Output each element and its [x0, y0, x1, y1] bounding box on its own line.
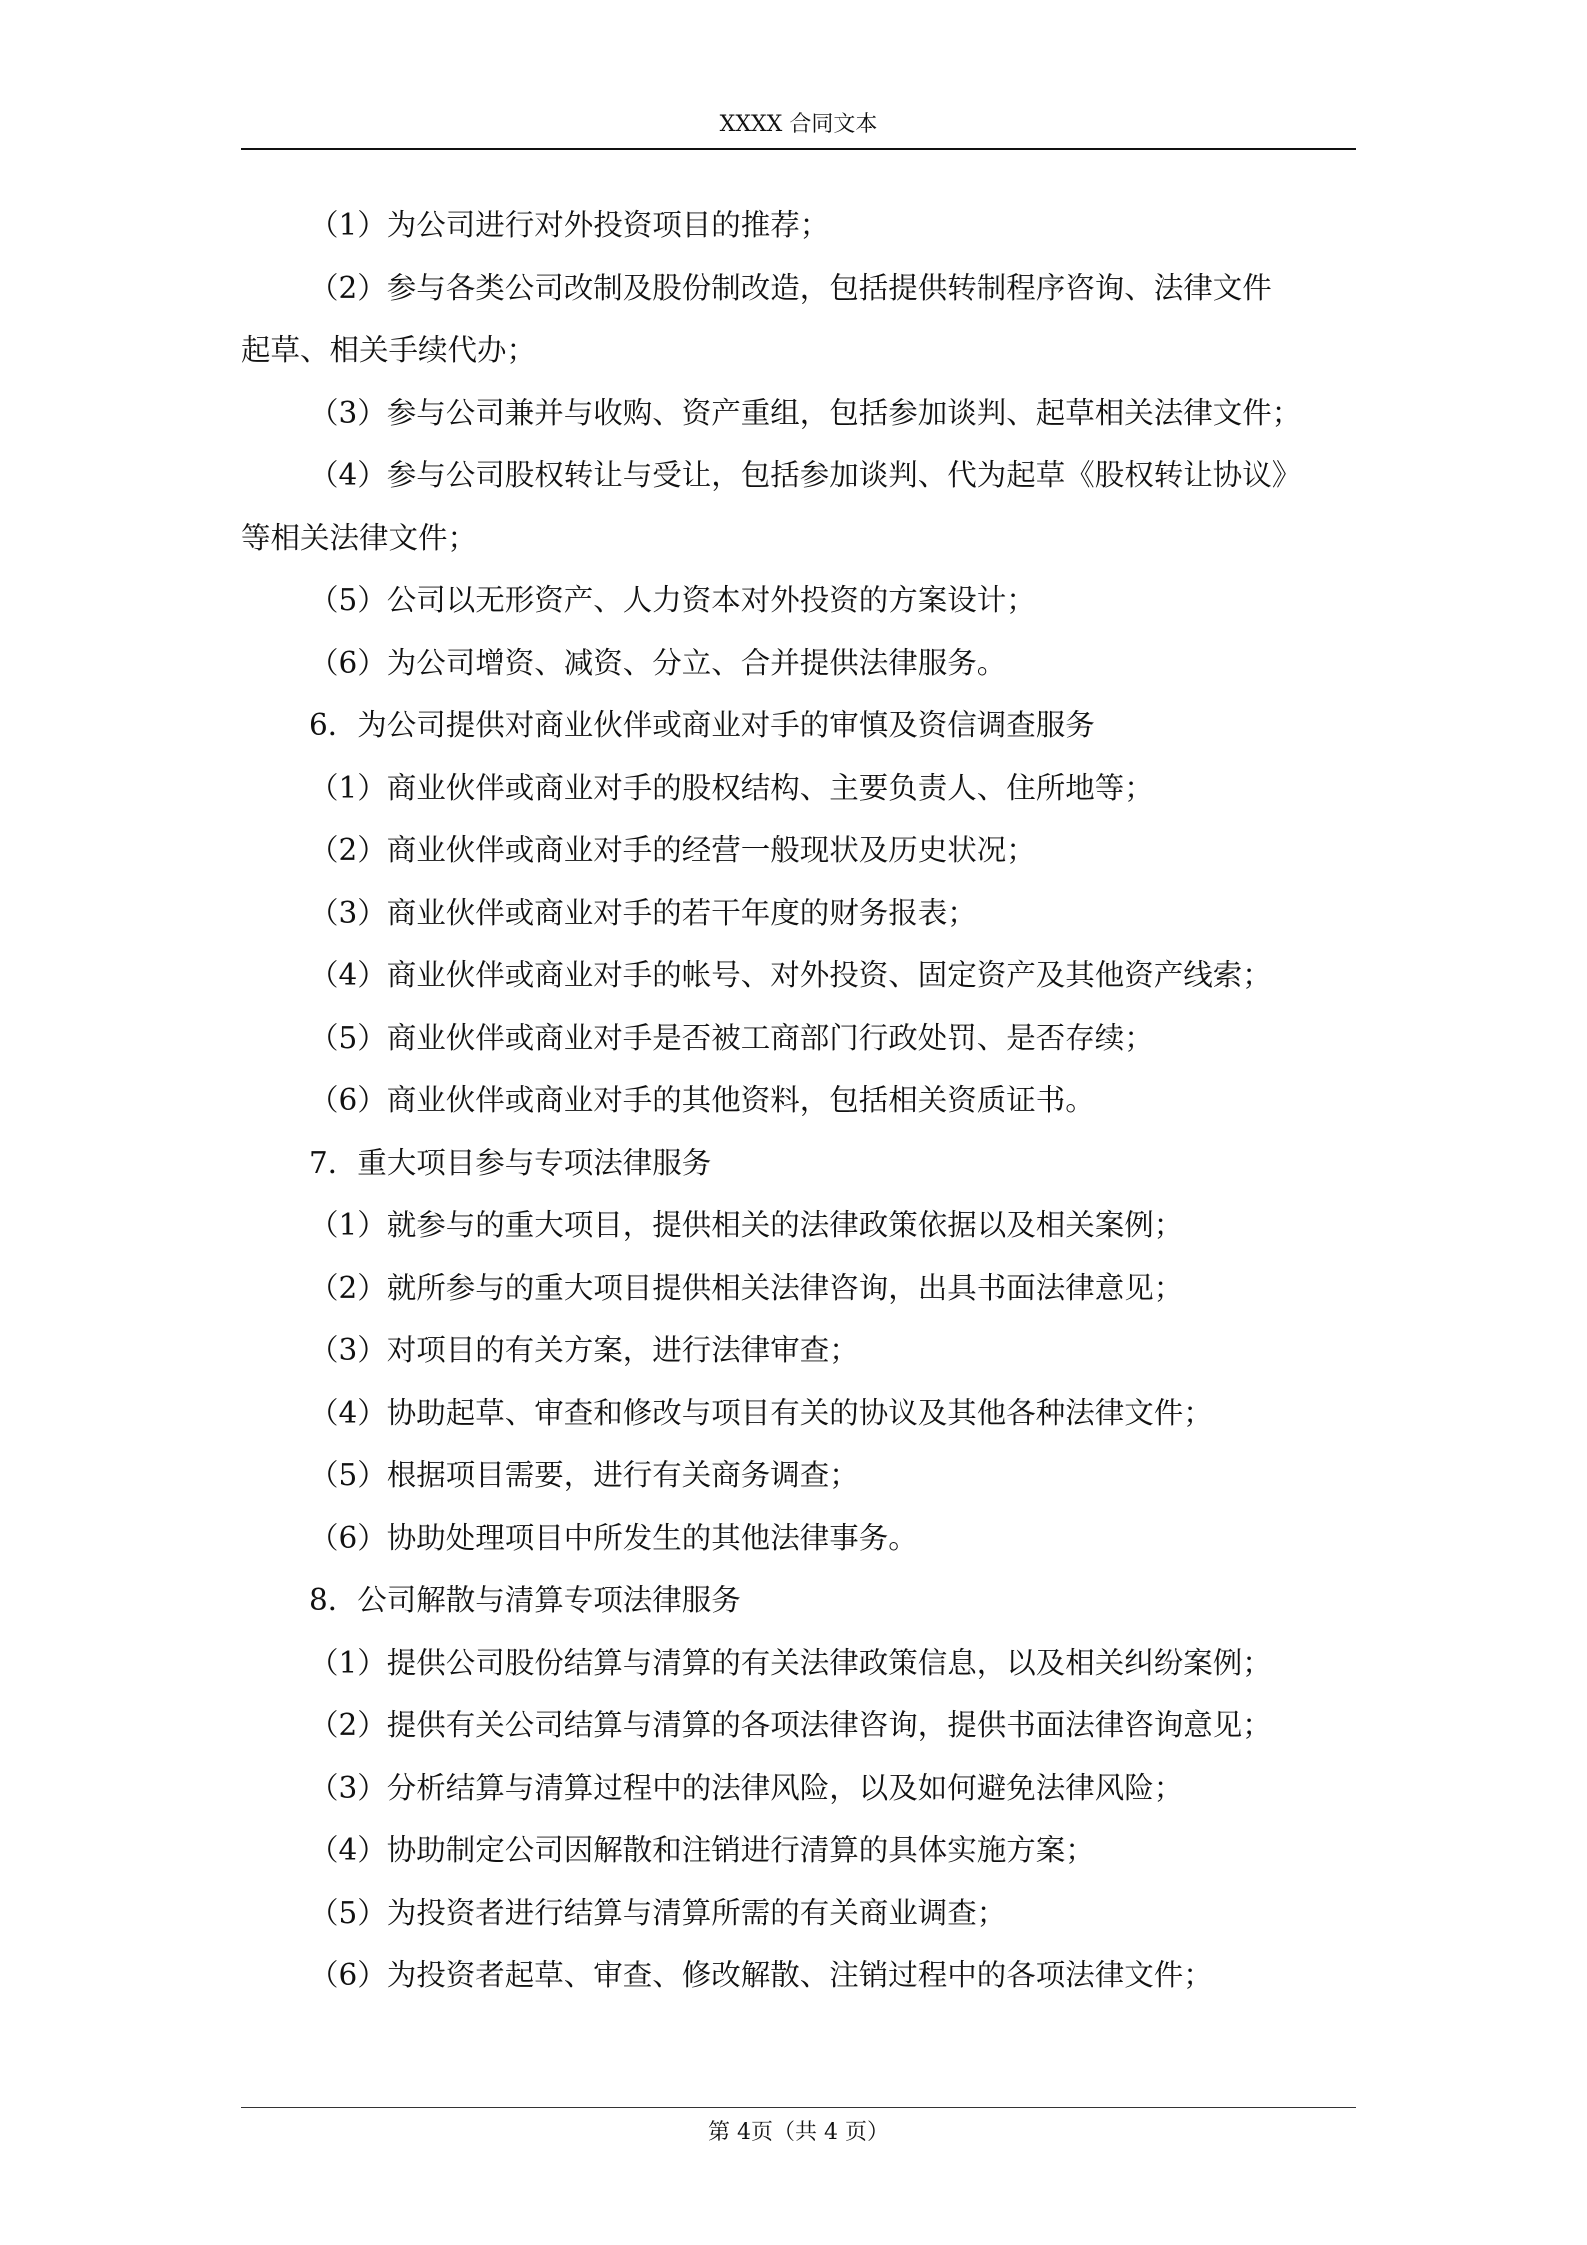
paragraph-line: 7．重大项目参与专项法律服务 [309, 1145, 712, 1180]
paragraph-line: （2）商业伙伴或商业对手的经营一般现状及历史状况； [309, 833, 1036, 867]
paragraph-line: （1）商业伙伴或商业对手的股权结构、主要负责人、住所地等； [309, 770, 1154, 805]
paragraph-line: （6）商业伙伴或商业对手的其他资料，包括相关资质证书。 [309, 1083, 1095, 1117]
page-number-footer: 第 4页（共 4 页） [708, 2120, 889, 2145]
paragraph-line: （4）协助制定公司因解散和注销进行清算的具体实施方案； [309, 1833, 1095, 1867]
paragraph-line: （1）提供公司股份结算与清算的有关法律政策信息，以及相关纠纷案例； [309, 1645, 1272, 1680]
paragraph-line: （2）参与各类公司改制及股份制改造，包括提供转制程序咨询、法律文件 [309, 270, 1272, 305]
paragraph-line: （3）对项目的有关方案，进行法律审查； [309, 1333, 859, 1367]
paragraph-line: （1）就参与的重大项目，提供相关的法律政策依据以及相关案例； [309, 1208, 1184, 1242]
paragraph-line: （6）为投资者起草、审查、修改解散、注销过程中的各项法律文件； [309, 1958, 1213, 1992]
paragraph-line: 起草、相关手续代办； [241, 333, 537, 367]
paragraph-line: （4）商业伙伴或商业对手的帐号、对外投资、固定资产及其他资产线索； [309, 958, 1272, 992]
paragraph-line: （5）根据项目需要，进行有关商务调查； [309, 1458, 859, 1492]
paragraph-line: 6．为公司提供对商业伙伴或商业对手的审慎及资信调查服务 [309, 708, 1095, 742]
paragraph-line: （1）为公司进行对外投资项目的推荐； [309, 208, 830, 242]
footer-divider [241, 2107, 1356, 2108]
paragraph-line: 8．公司解散与清算专项法律服务 [309, 1583, 741, 1617]
paragraph-line: （2）提供有关公司结算与清算的各项法律咨询，提供书面法律咨询意见； [309, 1708, 1272, 1742]
page-header-title: XXXX 合同文本 [719, 112, 878, 137]
document-body [241, 194, 1356, 2007]
paragraph-line: （5）公司以无形资产、人力资本对外投资的方案设计； [309, 583, 1036, 617]
header-divider [241, 148, 1356, 150]
paragraph-line: （6）为公司增资、减资、分立、合并提供法律服务。 [309, 645, 1007, 680]
paragraph-line: （5）商业伙伴或商业对手是否被工商部门行政处罚、是否存续； [309, 1020, 1154, 1055]
paragraph-line: （3）分析结算与清算过程中的法律风险，以及如何避免法律风险； [309, 1770, 1184, 1805]
paragraph-line: （5）为投资者进行结算与清算所需的有关商业调查； [309, 1895, 1007, 1930]
paragraph-line: （3）参与公司兼并与收购、资产重组，包括参加谈判、起草相关法律文件； [309, 395, 1302, 430]
paragraph-line: 等相关法律文件； [241, 520, 478, 555]
paragraph-line: （3）商业伙伴或商业对手的若干年度的财务报表； [309, 895, 977, 930]
paragraph-line: （2）就所参与的重大项目提供相关法律咨询，出具书面法律意见； [309, 1270, 1184, 1305]
paragraph-line: （4）协助起草、审查和修改与项目有关的协议及其他各种法律文件； [309, 1395, 1213, 1430]
paragraph-line: （6）协助处理项目中所发生的其他法律事务。 [309, 1520, 918, 1555]
paragraph-line: （4）参与公司股权转让与受让，包括参加谈判、代为起草《股权转让协议》 [309, 458, 1302, 492]
